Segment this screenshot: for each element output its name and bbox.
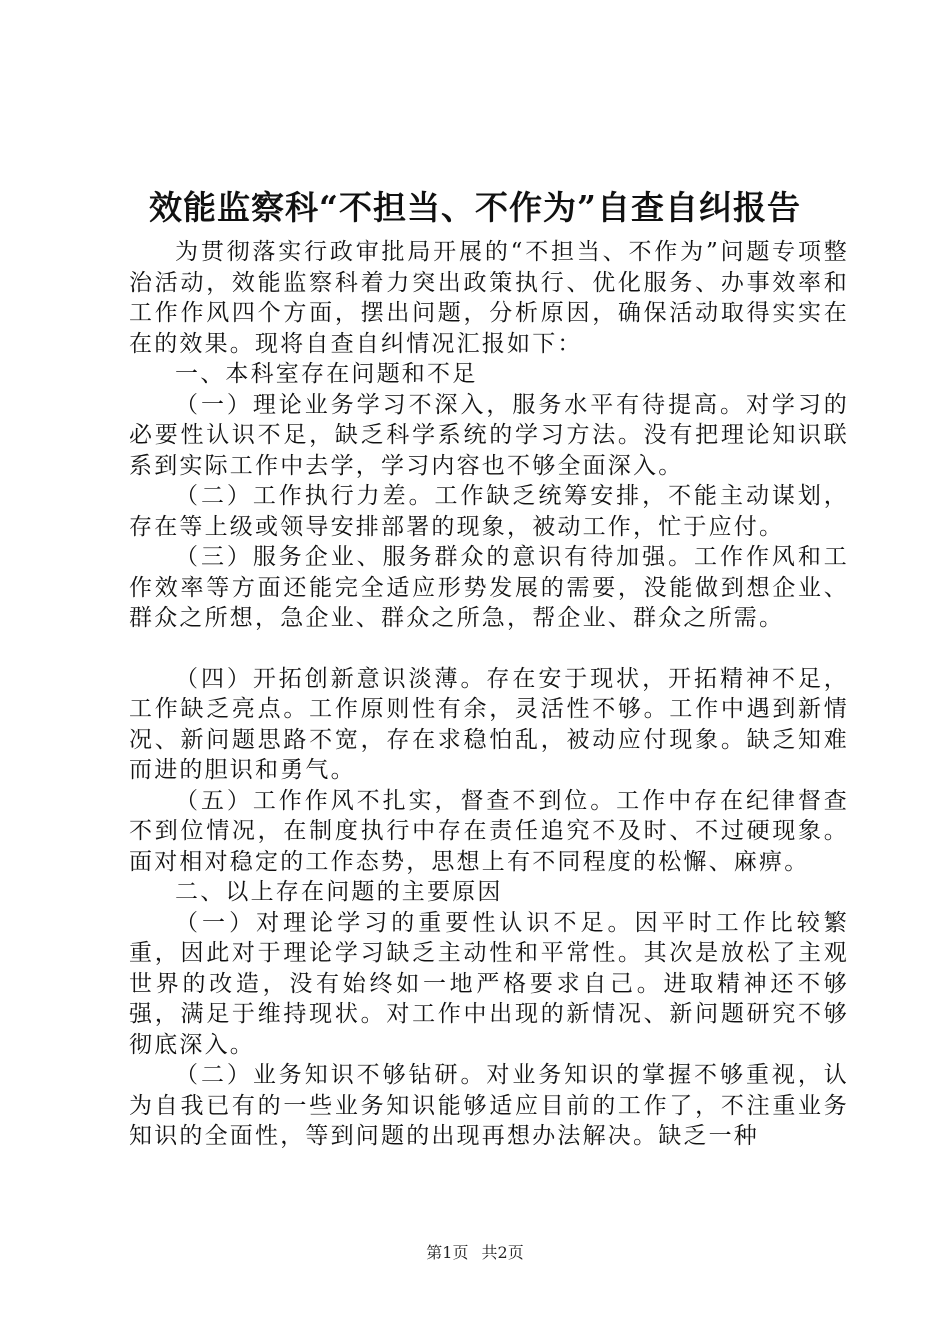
- problem-paragraph-3: （三）服务企业、服务群众的意识有待加强。工作作风和工作效率等方面还能完全适应形势发展的需要，没能做到想企业、群众之所想，急企业、群众之所急，帮企业、群众之所需。: [129, 544, 849, 631]
- problem-paragraph-5: （五）工作作风不扎实，督查不到位。工作中存在纪律督查不到位情况，在制度执行中存在责任追究不及时、不过硬现象。面对相对稳定的工作态势，思想上有不同程度的松懈、麻痹。: [129, 787, 849, 875]
- section-heading-1: 一、本科室存在问题和不足: [175, 361, 478, 387]
- problem-paragraph-4: （四）开拓创新意识淡薄。存在安于现状，开拓精神不足，工作缺乏亮点。工作原则性有余，灵活性不够。工作中遇到新情况、新问题思路不宽，存在求稳怕乱，被动应付现象。缺乏知难而进的胆识和勇气。: [129, 665, 849, 783]
- page-footer: [0, 1243, 950, 1263]
- cause-paragraph-1: （一）对理论学习的重要性认识不足。因平时工作比较繁重，因此对于理论学习缺乏主动性和平常性。其次是放松了主观世界的改造，没有始终如一地严格要求自己。进取精神还不够强，满足于维持现状。对工作中出现的新情况、新问题研究不够彻底深入。: [129, 909, 849, 1058]
- document-title: 效能监察科“不担当、不作为”自查自纠报告: [149, 188, 801, 227]
- problem-paragraph-1: （一）理论业务学习不深入，服务水平有待提高。对学习的必要性认识不足，缺乏科学系统的学习方法。没有把理论知识联系到实际工作中去学，学习内容也不够全面深入。: [129, 391, 849, 479]
- document-body: [129, 237, 849, 1152]
- page-total: 共2页: [481, 1243, 524, 1262]
- section-heading-2: 二、以上存在问题的主要原因: [175, 879, 503, 905]
- intro-paragraph: 为贯彻落实行政审批局开展的“不担当、不作为”问题专项整治活动，效能监察科着力突出政策执行、优化服务、办事效率和工作作风四个方面，摆出问题，分析原因，确保活动取得实实在在的效果。现将自查自纠情况汇报如下：: [129, 239, 849, 357]
- cause-paragraph-2: （二）业务知识不够钻研。对业务知识的掌握不够重视，认为自我已有的一些业务知识能够适应目前的工作了，不注重业务知识的全面性，等到问题的出现再想办法解决。缺乏一种: [129, 1062, 849, 1149]
- problem-paragraph-2: （二）工作执行力差。工作缺乏统筹安排，不能主动谋划，存在等上级或领导安排部署的现象，被动工作，忙于应付。: [129, 483, 849, 540]
- page-number: 第1页: [426, 1243, 469, 1262]
